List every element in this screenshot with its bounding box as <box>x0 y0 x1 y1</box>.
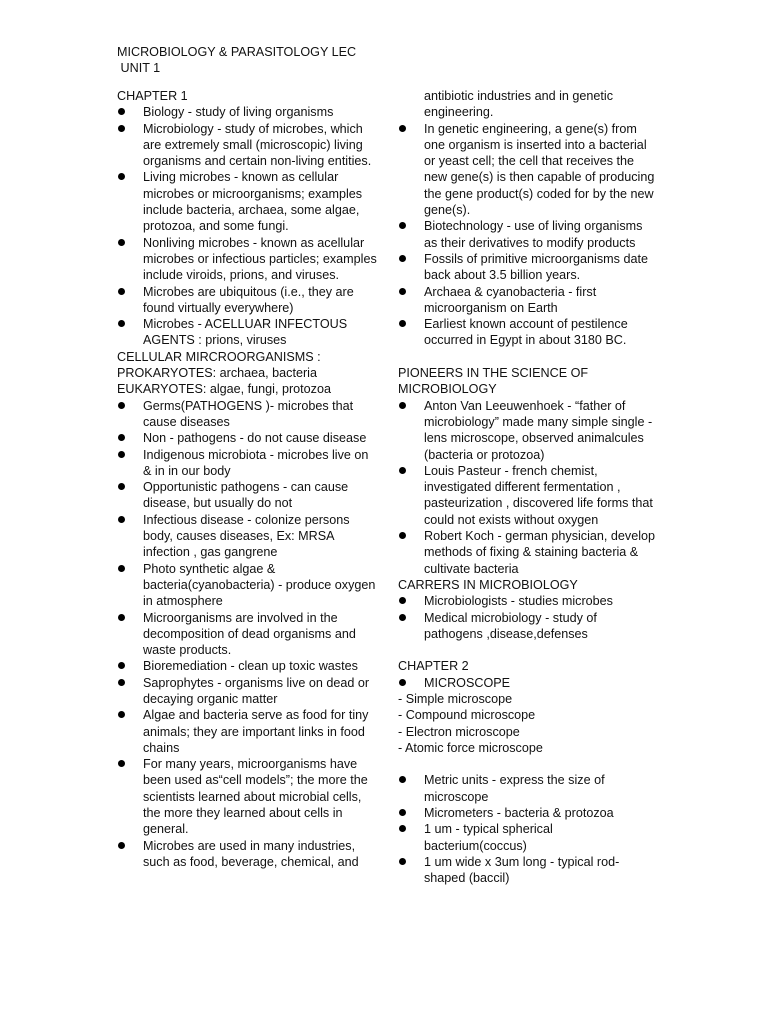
bullet-icon <box>118 760 125 767</box>
bullet-icon <box>399 614 406 621</box>
text-line <box>398 691 658 707</box>
line-text: Biotechnology - use of living organisms as their derivatives to modify products <box>424 219 643 250</box>
bullet-continuation <box>398 88 658 121</box>
line-text: CELLULAR MIRCROORGANISMS : <box>117 349 321 364</box>
line-text: Metric units - express the size of microscope <box>424 773 605 804</box>
bullet-icon <box>118 662 125 669</box>
line-text: Microbes are used in many industries, such as food, beverage, chemical, and <box>143 838 359 869</box>
bullet-icon <box>399 858 406 865</box>
bullet-item <box>117 838 379 871</box>
bullet-icon <box>399 679 406 686</box>
line-text: PIONEERS IN THE SCIENCE OF MICROBIOLOGY <box>398 366 589 397</box>
line-text: - Compound microscope <box>398 708 536 723</box>
bullet-icon <box>399 597 406 604</box>
line-text: CHAPTER 1 <box>117 89 188 103</box>
bullet-icon <box>399 288 406 295</box>
bullet-item <box>398 805 658 821</box>
line-text: Medical microbiology - study of pathogens ,disease,defenses <box>424 610 597 641</box>
bullet-item <box>117 316 379 349</box>
line-text: - Simple microscope <box>398 691 513 706</box>
line-text: Microbes are ubiquitous (i.e., they are found virtually everywhere) <box>143 284 354 315</box>
line-text: Opportunistic pathogens - can cause disease, but usually do not <box>143 480 349 511</box>
line-text: For many years, microorganisms have been used as“cell models”; the more the scientists learned about microbial cells, the more they learned about cells in general. <box>143 757 368 837</box>
bullet-item <box>117 756 379 837</box>
line-text: Microbes - ACELLUAR INFECTOUS AGENTS : prions, viruses <box>143 317 348 348</box>
line-text: MICROSCOPE <box>424 675 511 690</box>
bullet-item <box>398 463 658 528</box>
bullet-icon <box>118 108 125 115</box>
line-text: CHAPTER 2 <box>398 659 469 674</box>
bullet-item <box>398 121 658 219</box>
line-text: EUKARYOTES: algae, fungi, protozoa <box>117 382 331 397</box>
bullet-icon <box>399 125 406 132</box>
text-line <box>117 365 379 381</box>
line-text: Microbiology - study of microbes, which are extremely small (microscopic) living organisms and certain non-living entities. <box>143 121 372 169</box>
line-text: In genetic engineering, a gene(s) from one organism is inserted into a bacterial or yeast cell; the cell that receives the new gene(s) is then capable of producing the gene product(s) coded for by the new gene(s). <box>424 121 655 218</box>
line-text: 1 um wide x 3um long - typical rod-shaped (baccil) <box>424 854 620 886</box>
line-text: Microorganisms are involved in the decomposition of dead organisms and waste products. <box>143 610 356 658</box>
bullet-item <box>117 235 379 284</box>
line-text: Fossils of primitive microorganisms date back about 3.5 billion years. <box>424 251 648 283</box>
bullet-icon <box>118 679 125 686</box>
line-text: - Atomic force microscope <box>398 740 543 755</box>
bullet-item <box>117 707 379 756</box>
bullet-icon <box>118 614 125 621</box>
bullet-icon <box>399 320 406 327</box>
bullet-item <box>398 284 658 317</box>
line-text: Nonliving microbes - known as acellular microbes or infectious particles; examples include viroids, prions, and viruses. <box>143 235 377 283</box>
bullet-item <box>117 512 379 561</box>
bullet-item <box>398 218 658 251</box>
text-line <box>117 88 379 104</box>
bullet-item <box>398 854 658 887</box>
line-text: Infectious disease - colonize persons body, causes diseases, Ex: MRSA infection , gas gangrene <box>143 512 350 560</box>
line-text: Non - pathogens - do not cause disease <box>143 431 367 446</box>
bullet-icon <box>399 776 406 783</box>
line-text: PROKARYOTES: archaea, bacteria <box>117 366 317 381</box>
line-text: Micrometers - bacteria & protozoa <box>424 806 614 821</box>
line-text: Earliest known account of pestilence occurred in Egypt in about 3180 BC. <box>424 317 628 348</box>
bullet-icon <box>399 467 406 474</box>
line-text: Louis Pasteur - french chemist, investigated different fermentation , pasteurization , discovered life forms that could not exists without oxygen <box>424 463 653 527</box>
bullet-item <box>117 104 379 120</box>
bullet-item <box>398 528 658 577</box>
text-line <box>398 707 658 723</box>
text-line <box>398 365 658 398</box>
bullet-item <box>117 610 379 659</box>
text-line <box>117 381 379 397</box>
bullet-icon <box>399 255 406 262</box>
bullet-item <box>117 447 379 480</box>
line-text: Indigenous microbiota - microbes live on & in in our body <box>143 447 369 478</box>
line-text: Biology - study of living organisms <box>143 105 334 120</box>
bullet-icon <box>118 842 125 849</box>
bullet-icon <box>118 239 125 246</box>
bullet-item <box>117 479 379 512</box>
bullet-icon <box>399 532 406 539</box>
bullet-item <box>117 284 379 317</box>
line-text: - Electron microscope <box>398 724 520 739</box>
right-column <box>398 88 658 887</box>
line-text: Photo synthetic algae & bacteria(cyanobacteria) - produce oxygen in atmosphere <box>143 561 376 609</box>
left-column <box>117 88 379 870</box>
bullet-icon <box>399 809 406 816</box>
bullet-item <box>117 169 379 234</box>
bullet-item <box>398 610 658 643</box>
document-header <box>117 44 356 77</box>
bullet-icon <box>118 516 125 523</box>
bullet-icon <box>118 565 125 572</box>
line-text: Germs(PATHOGENS )- microbes that cause diseases <box>143 398 354 429</box>
bullet-item <box>398 251 658 284</box>
bullet-item <box>117 121 379 170</box>
bullet-item <box>398 593 658 609</box>
blank-line <box>398 642 658 658</box>
bullet-item <box>398 675 658 691</box>
bullet-item <box>398 398 658 463</box>
text-line <box>398 658 658 674</box>
bullet-icon <box>118 402 125 409</box>
bullet-icon <box>118 125 125 132</box>
bullet-icon <box>118 711 125 718</box>
bullet-icon <box>118 434 125 441</box>
line-text: CARRERS IN MICROBIOLOGY <box>398 577 578 592</box>
line-text: Algae and bacteria serve as food for tiny animals; they are important links in food chains <box>143 708 369 755</box>
bullet-item <box>398 316 658 349</box>
text-line <box>398 577 658 593</box>
bullet-item <box>117 675 379 708</box>
bullet-item <box>398 821 658 854</box>
blank-line <box>398 756 658 772</box>
bullet-icon <box>118 483 125 490</box>
line-text: Robert Koch - german physician, develop methods of fixing & staining bacteria & cultivate bacteria <box>424 529 656 576</box>
blank-line <box>398 349 658 365</box>
bullet-icon <box>118 288 125 295</box>
bullet-item <box>117 658 379 674</box>
bullet-item <box>117 430 379 446</box>
unit-label: UNIT 1 <box>117 61 161 76</box>
bullet-item <box>117 398 379 431</box>
line-text: 1 um - typical spherical bacterium(coccus) <box>424 822 553 853</box>
text-line <box>398 740 658 756</box>
bullet-item <box>398 772 658 805</box>
bullet-item <box>117 561 379 610</box>
text-line <box>398 724 658 740</box>
bullet-icon <box>399 402 406 409</box>
line-text: antibiotic industries and in genetic engineering. <box>424 89 614 120</box>
line-text: Bioremediation - clean up toxic wastes <box>143 659 358 674</box>
text-line <box>117 349 379 365</box>
bullet-icon <box>399 222 406 229</box>
line-text: Microbiologists - studies microbes <box>424 594 613 609</box>
bullet-icon <box>118 451 125 458</box>
line-text: Anton Van Leeuwenhoek - “father of microbiology” made many simple single -lens microscope, observed animalcules (bacteria or protozoa) <box>424 398 653 462</box>
bullet-icon <box>399 825 406 832</box>
line-text: Saprophytes - organisms live on dead or decaying organic matter <box>143 675 370 706</box>
bullet-icon <box>118 173 125 180</box>
line-text: Living microbes - known as cellular microbes or microorganisms; examples include bacteria, archaea, some algae, protozoa, and some fungi. <box>143 170 363 234</box>
bullet-icon <box>118 320 125 327</box>
course-title: MICROBIOLOGY & PARASITOLOGY LEC <box>117 45 357 59</box>
line-text: Archaea & cyanobacteria - first microorganism on Earth <box>424 284 597 315</box>
